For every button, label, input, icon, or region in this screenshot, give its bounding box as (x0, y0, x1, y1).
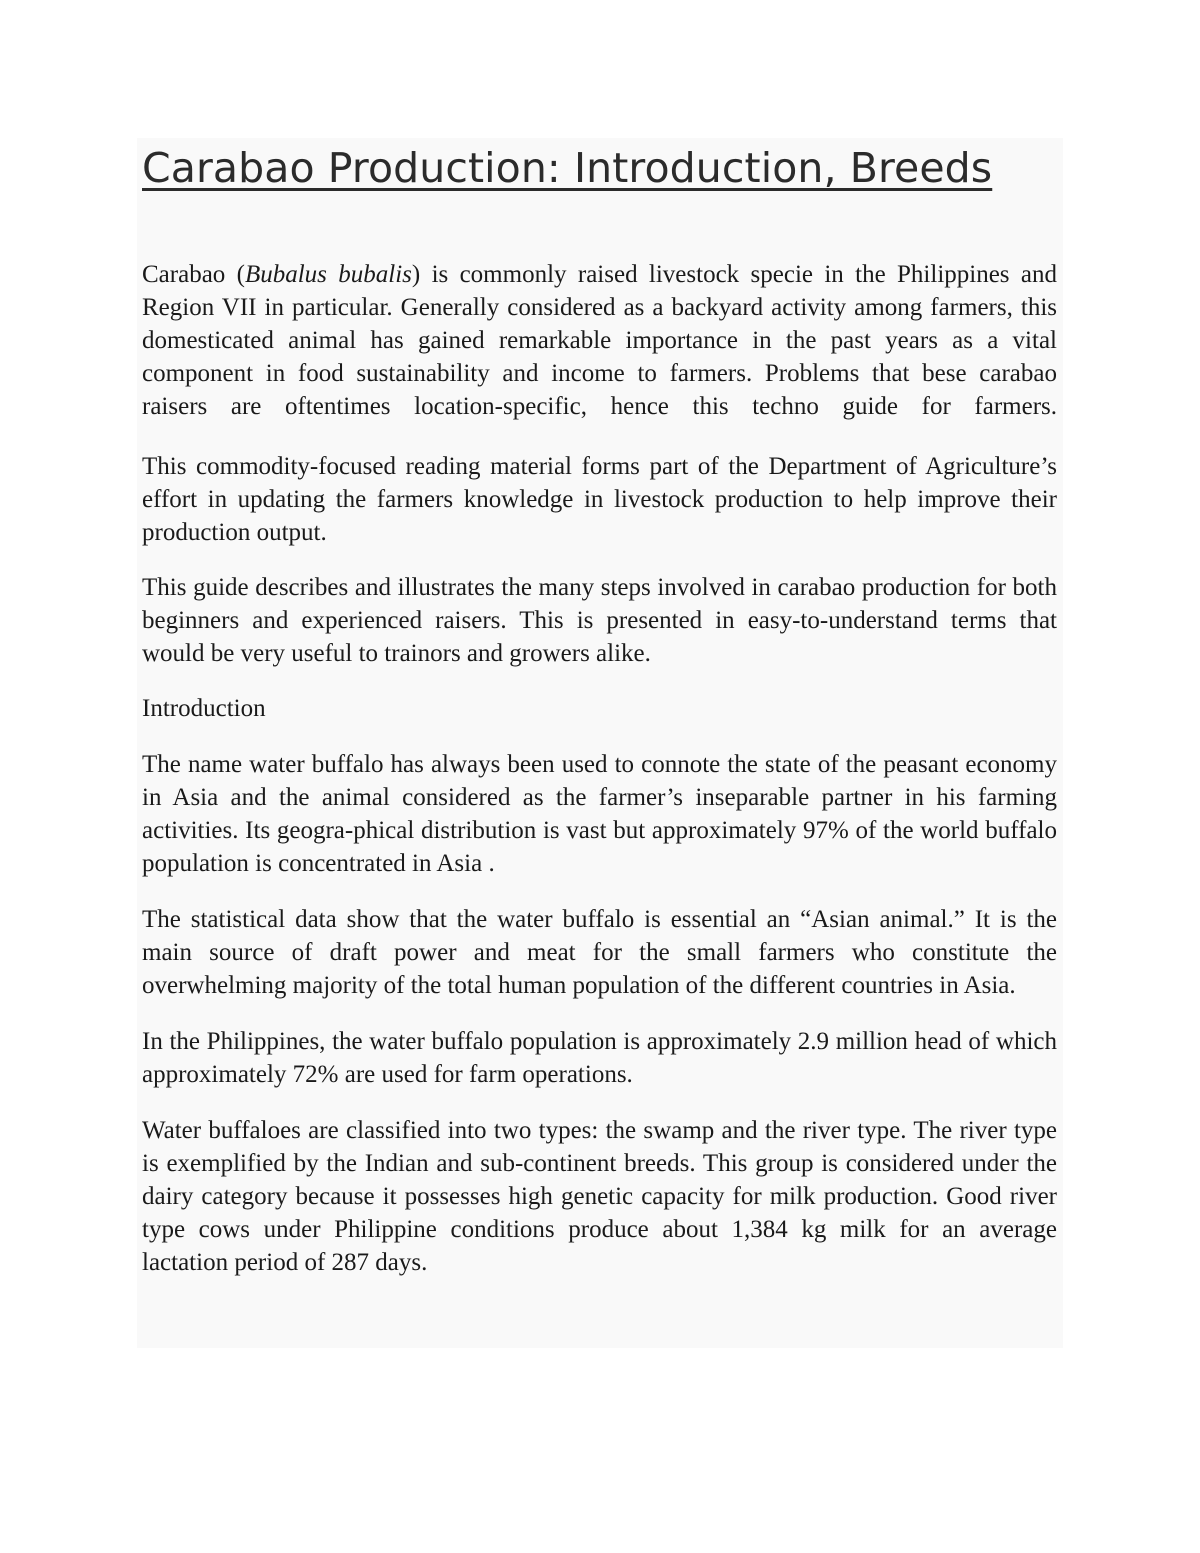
paragraph-water-buffalo: The name water buffalo has always been used to connote the state of the peasant economy in Asia and the animal considered as the farmer’s inseparable partner in his farming activities. Its geogra-phical distribution is vast but approximately 97% of the world buffalo population is concentrated in Asia . (142, 751, 1057, 877)
page-title: Carabao Production: Introduction, Breeds (142, 144, 993, 192)
intro-rest: ) is commonly raised livestock specie in the Philippines and Region VII in particular. Generally considered as a backyard activity among farmers, this domesticated animal has gained remarkable importance in the past years as a vital component in food sustainability and income to farmers. Problems that bese carabao raisers are oftentimes location-specific, hence this techno guide for farmers. (142, 261, 1057, 420)
section-heading-introduction: Introduction (142, 695, 266, 722)
intro-paragraph (142, 258, 1057, 423)
paragraph-buffalo-types: Water buffaloes are classified into two types: the swamp and the river type. The river type is exemplified by the Indian and sub-continent breeds. This group is considered under the dairy category because it possesses high genetic capacity for milk production. Good river type cows under Philippine conditions produce about 1,384 kg milk for an average lactation period of 287 days. (142, 1117, 1057, 1276)
intro-start: Carabao ( (142, 261, 245, 288)
paragraph-philippines-population: In the Philippines, the water buffalo population is approximately 2.9 million head of which approximately 72% are used for farm operations. (142, 1028, 1057, 1088)
paragraph-commodity: This commodity-focused reading material forms part of the Department of Agriculture’s effort in updating the farmers knowledge in livestock production to help improve their production output. (142, 453, 1057, 546)
paragraph-guide: This guide describes and illustrates the many steps involved in carabao production for both beginners and experienced raisers. This is presented in easy-to-understand terms that would be very useful to trainors and growers alike. (142, 574, 1057, 667)
paragraph-statistical-data: The statistical data show that the water buffalo is essential an “Asian animal.” It is the main source of draft power and meat for the small farmers who constitute the overwhelming majority of the total human population of the different countries in Asia. (142, 906, 1057, 999)
document-content (137, 138, 1063, 1348)
species-name: Bubalus bubalis (244, 261, 412, 288)
